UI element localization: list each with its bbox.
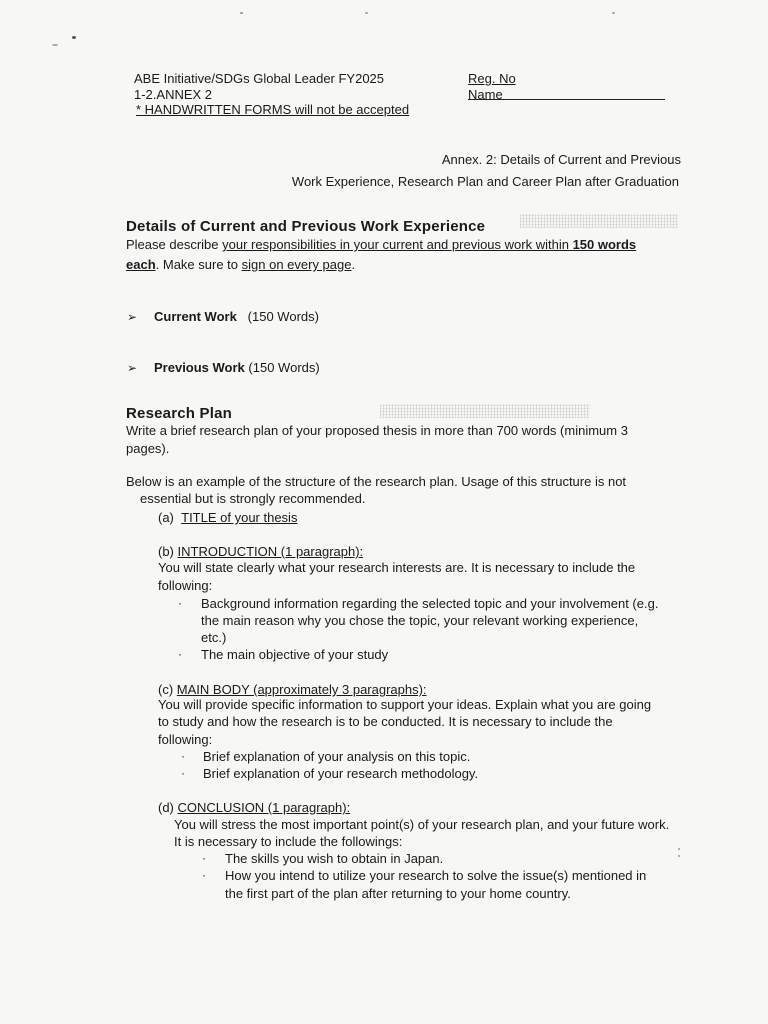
annex-code: 1-2.ANNEX 2 (134, 87, 213, 102)
research-section-heading: Research Plan (126, 405, 232, 422)
arrow-bullet-icon: ➢ (127, 310, 138, 324)
research-intro-line1: Write a brief research plan of your proposed thesis in more than 700 words (minimum 3 (126, 423, 628, 438)
bullet-icon: · (202, 868, 206, 882)
section-c-bullet2: Brief explanation of your research methodology. (203, 766, 479, 781)
section-a-marker: (a) (158, 510, 174, 525)
scan-speck (612, 12, 615, 14)
section-c-title: MAIN BODY (approximately 3 paragraphs): (176, 682, 427, 697)
section-c-marker: (c) (158, 682, 174, 697)
current-work-limit: (150 Words) (247, 309, 319, 324)
work-intro-line2 (126, 257, 355, 273)
scan-speck (240, 12, 243, 14)
bullet-icon: · (181, 766, 185, 780)
section-a-title: TITLE of your thesis (181, 510, 298, 525)
scan-speck (52, 44, 58, 46)
section-d-bullet1: The skills you wish to obtain in Japan. (225, 851, 444, 866)
work-intro-underlined: your responsibilities in your current and previous work within (222, 237, 573, 252)
word-limit: 150 words (572, 237, 637, 252)
scan-smudge (520, 214, 678, 228)
section-b-title: INTRODUCTION (1 paragraph): (177, 544, 364, 559)
section-c-text-line1: You will provide specific information to support your ideas. Explain what you are going (158, 697, 652, 712)
scan-speck (365, 12, 368, 14)
research-intro-line2: pages). (126, 441, 170, 456)
section-b-marker: (b) (158, 544, 174, 559)
current-work-item (154, 309, 319, 325)
section-b-bullet1-line1: Background information regarding the selected topic and your involvement (e.g. (201, 596, 659, 611)
section-d-bullet2-line1: How you intend to utilize your research to solve the issue(s) mentioned in (225, 868, 647, 883)
name-label: Name (468, 87, 503, 102)
bullet-icon: · (178, 647, 182, 661)
program-name: ABE Initiative/SDGs Global Leader FY2025 (134, 71, 385, 86)
work-intro-text: . Make sure to (155, 257, 242, 272)
section-d-title: CONCLUSION (1 paragraph): (177, 800, 351, 815)
section-d-bullet2-line2: the first part of the plan after returning to your home country. (225, 886, 571, 901)
work-intro-line1 (126, 237, 636, 253)
section-d-text-line1: You will stress the most important point(s) of your research plan, and your future work. (174, 817, 670, 832)
bullet-icon: · (202, 851, 206, 865)
scan-speck (72, 36, 76, 39)
section-d (158, 800, 350, 816)
bullet-icon: · (181, 749, 185, 763)
previous-work-item (154, 360, 320, 376)
scan-speck (678, 855, 680, 857)
previous-work-limit: (150 Words) (248, 360, 320, 375)
sign-instruction: sign on every page (241, 257, 352, 272)
scan-smudge (380, 404, 590, 418)
section-a (158, 510, 297, 526)
work-intro-text: Please describe (126, 237, 223, 252)
handwritten-warning: * HANDWRITTEN FORMS will not be accepted (136, 102, 410, 117)
structure-note-line1: Below is an example of the structure of the research plan. Usage of this structure is not (126, 474, 627, 489)
section-d-text-line2: It is necessary to include the followings: (174, 834, 403, 849)
previous-work-label: Previous Work (154, 360, 245, 375)
section-d-marker: (d) (158, 800, 174, 815)
section-b-text-line1: You will state clearly what your research interests are. It is necessary to include the (158, 560, 636, 575)
section-c (158, 682, 427, 698)
annex-title-line1: Annex. 2: Details of Current and Previous (441, 152, 681, 167)
reg-no-label: Reg. No (468, 71, 516, 86)
current-work-label: Current Work (154, 309, 237, 324)
structure-note-line2: essential but is strongly recommended. (140, 491, 366, 506)
section-c-text-line3: following: (158, 732, 213, 747)
bullet-icon: · (178, 596, 182, 610)
name-field-line[interactable] (468, 99, 665, 100)
scan-speck (678, 848, 680, 850)
section-c-bullet1: Brief explanation of your analysis on this topic. (203, 749, 471, 764)
word-limit-each: each (126, 257, 156, 272)
section-c-text-line2: to study and how the research is to be conducted. It is necessary to include the (158, 714, 613, 729)
section-b (158, 544, 363, 560)
section-b-bullet1-line2: the main reason why you chose the topic, your relevant working experience, (201, 613, 639, 628)
work-section-heading: Details of Current and Previous Work Experience (126, 218, 486, 235)
section-b-bullet1-line3: etc.) (201, 630, 227, 645)
work-intro-text: . (351, 257, 356, 272)
arrow-bullet-icon: ➢ (127, 361, 138, 375)
section-b-bullet2: The main objective of your study (201, 647, 389, 662)
section-b-text-line2: following: (158, 578, 213, 593)
annex-title-line2: Work Experience, Research Plan and Career Plan after Graduation (291, 174, 679, 189)
